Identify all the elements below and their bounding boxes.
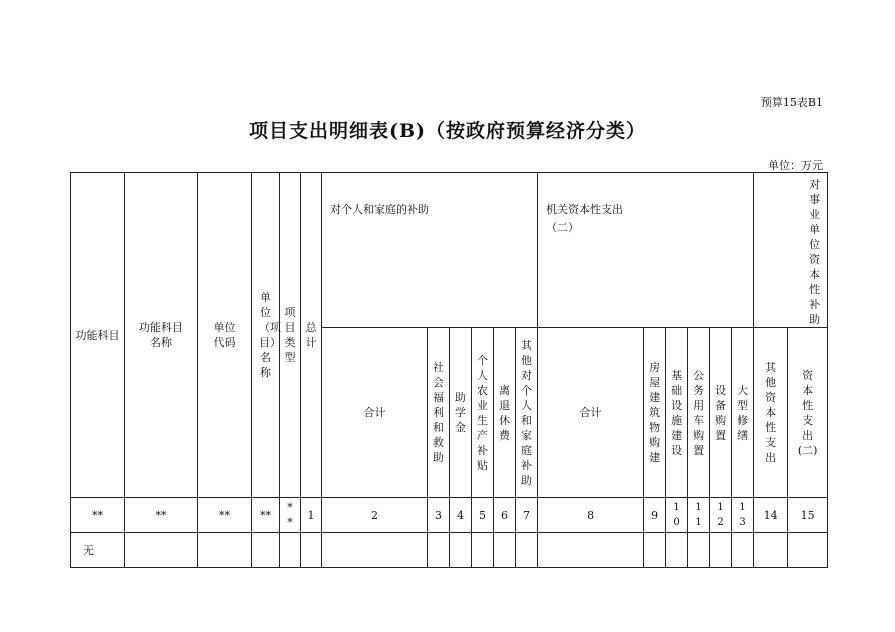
header-org-capital-group: 机关资本性支出（二） [538,173,754,328]
empty-cell [644,533,666,568]
header-infrastructure: 基础设施建设 [666,328,688,498]
empty-cell [252,533,280,568]
header-other-personal: 其他对个人和家庭补助 [516,328,538,498]
empty-cell [198,533,252,568]
index-cell: 13 [732,498,754,533]
header-housing: 房屋建筑物购建 [644,328,666,498]
budget-table [70,172,828,568]
empty-cell [125,533,198,568]
index-cell: ** [252,498,280,533]
header-retirement: 离退休费 [494,328,516,498]
index-cell: 3 [428,498,450,533]
header-personal-subsidy-group: 对个人和家庭的补助 [322,173,538,328]
empty-cell [428,533,450,568]
empty-cell [301,533,322,568]
index-cell: 6 [494,498,516,533]
index-cell: 14 [754,498,788,533]
row-first-cell: 无 [71,533,125,568]
form-number: 预算15表B1 [760,96,823,109]
empty-cell [472,533,494,568]
header-func-code: 功能科目 [71,173,125,498]
page-title: 项目支出明细表(B)（按政府预算经济分类） [248,120,647,142]
index-cell: 15 [788,498,828,533]
header-repair: 大型修缮 [732,328,754,498]
header-unit-project-name: 单位（项目）名称 [252,173,280,498]
index-cell: ** [71,498,125,533]
index-row [71,498,828,533]
index-cell: 5 [472,498,494,533]
index-cell: ** [198,498,252,533]
empty-cell [450,533,472,568]
header-enterprise-capital-group: 对事业单位资本性补助 [754,173,828,328]
header-func-name: 功能科目名称 [125,173,198,498]
index-cell: 4 [450,498,472,533]
empty-cell [322,533,428,568]
empty-cell [788,533,828,568]
empty-cell [754,533,788,568]
empty-cell [494,533,516,568]
empty-cell [538,533,644,568]
index-cell: 1 [301,498,322,533]
index-cell: 9 [644,498,666,533]
index-cell: 12 [710,498,732,533]
empty-cell [732,533,754,568]
header-other-capital: 其他资本性支出 [754,328,788,498]
index-cell: 10 [666,498,688,533]
header-farm-subsidy: 个人农业生产补贴 [472,328,494,498]
index-cell: ** [125,498,198,533]
empty-cell [688,533,710,568]
header-unit-code: 单位代码 [198,173,252,498]
unit-label: 单位：万元 [768,159,823,172]
header-social-welfare: 社会福利和救助 [428,328,450,498]
header-total: 总计 [301,173,322,498]
index-cell: 2 [322,498,428,533]
header-equipment: 设备购置 [710,328,732,498]
header-student-aid: 助学金 [450,328,472,498]
header-subtotal-b: 合计 [538,328,644,498]
header-vehicle: 公务用车购置 [688,328,710,498]
index-cell: ** [280,498,301,533]
header-subtotal-a: 合计 [322,328,428,498]
empty-cell [710,533,732,568]
table-row [71,533,828,568]
empty-cell [666,533,688,568]
empty-cell [280,533,301,568]
index-cell: 8 [538,498,644,533]
header-project-type: 项目类型 [280,173,301,498]
empty-cell [516,533,538,568]
index-cell: 7 [516,498,538,533]
header-capital-ii: 资本性支出(二) [788,328,828,498]
index-cell: 11 [688,498,710,533]
